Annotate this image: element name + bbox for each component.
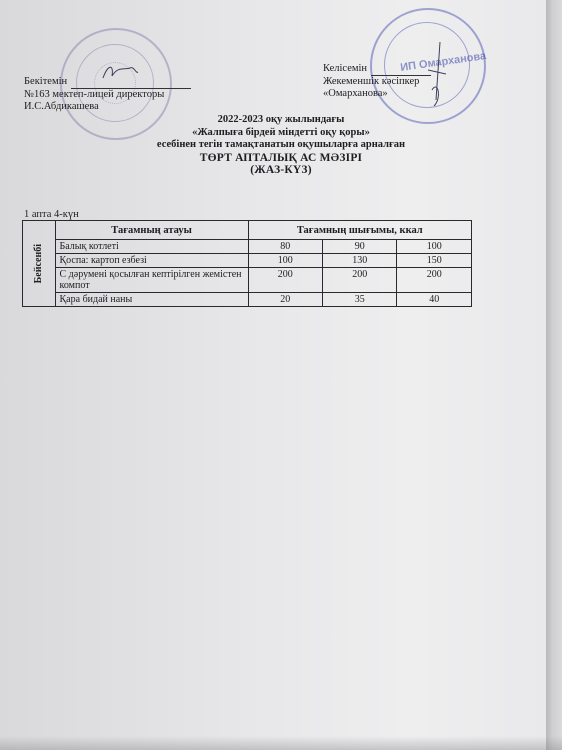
dish-value: 200 bbox=[397, 268, 472, 293]
dish-value: 20 bbox=[248, 293, 322, 307]
entrepreneur-name: «Омарханова» bbox=[323, 88, 388, 99]
title-purpose: есебінен тегін тамақтанатын оқушыларға арналған bbox=[156, 139, 406, 150]
title-fund: «Жалпыға бірдей міндетті оқу қоры» bbox=[192, 126, 370, 138]
page-bottom-shadow bbox=[0, 736, 562, 750]
entrepreneur-title: Жекеменшік кәсіпкер bbox=[323, 75, 420, 87]
dish-value: 200 bbox=[248, 268, 322, 293]
week-day-label: 1 апта 4-күн bbox=[24, 209, 79, 220]
dish-name: Балық котлеті bbox=[55, 240, 248, 254]
table-row bbox=[23, 268, 472, 293]
title-year: 2022-2023 оқу жылындағы bbox=[217, 114, 345, 125]
day-label: Бейсенбі bbox=[33, 243, 45, 284]
agree-label: Келісемін bbox=[323, 63, 368, 74]
director-title: №163 мектеп-лицей директоры bbox=[24, 88, 165, 100]
director-name: И.С.Абдикашева bbox=[24, 101, 99, 112]
table-row bbox=[23, 293, 472, 307]
dish-value: 90 bbox=[323, 240, 397, 254]
approve-label: Бекітемін bbox=[24, 76, 68, 87]
dish-name: Қоспа: картоп езбезі bbox=[55, 254, 248, 268]
table-row bbox=[23, 240, 472, 254]
dish-value: 150 bbox=[397, 254, 472, 268]
table-header-row bbox=[23, 221, 472, 240]
dish-value: 130 bbox=[323, 254, 397, 268]
dish-value: 35 bbox=[323, 293, 397, 307]
dish-name: С дәрумені қосылған кептірілген жемістен компот bbox=[55, 268, 248, 293]
table-row bbox=[23, 254, 472, 268]
approval-block-left bbox=[24, 76, 191, 114]
header-output: Тағамның шығымы, ккал bbox=[248, 221, 471, 240]
dish-value: 100 bbox=[248, 254, 322, 268]
dish-value: 80 bbox=[248, 240, 322, 254]
page-edge bbox=[546, 0, 562, 750]
header-dish-name: Тағамның атауы bbox=[55, 221, 248, 240]
dish-value: 200 bbox=[323, 268, 397, 293]
title-season: (ЖАЗ-КҮЗ) bbox=[250, 164, 312, 176]
dish-value: 40 bbox=[397, 293, 472, 307]
menu-table bbox=[22, 220, 472, 307]
dish-name: Қара бидай наны bbox=[55, 293, 248, 307]
approval-block-right bbox=[323, 63, 431, 101]
company-seal-text: ИП Омарханова bbox=[399, 50, 487, 74]
title-main: ТӨРТ АПТАЛЫҚ АС МӘЗІРІ bbox=[199, 151, 363, 164]
document-title bbox=[0, 114, 562, 177]
day-cell bbox=[23, 221, 56, 307]
dish-value: 100 bbox=[397, 240, 472, 254]
